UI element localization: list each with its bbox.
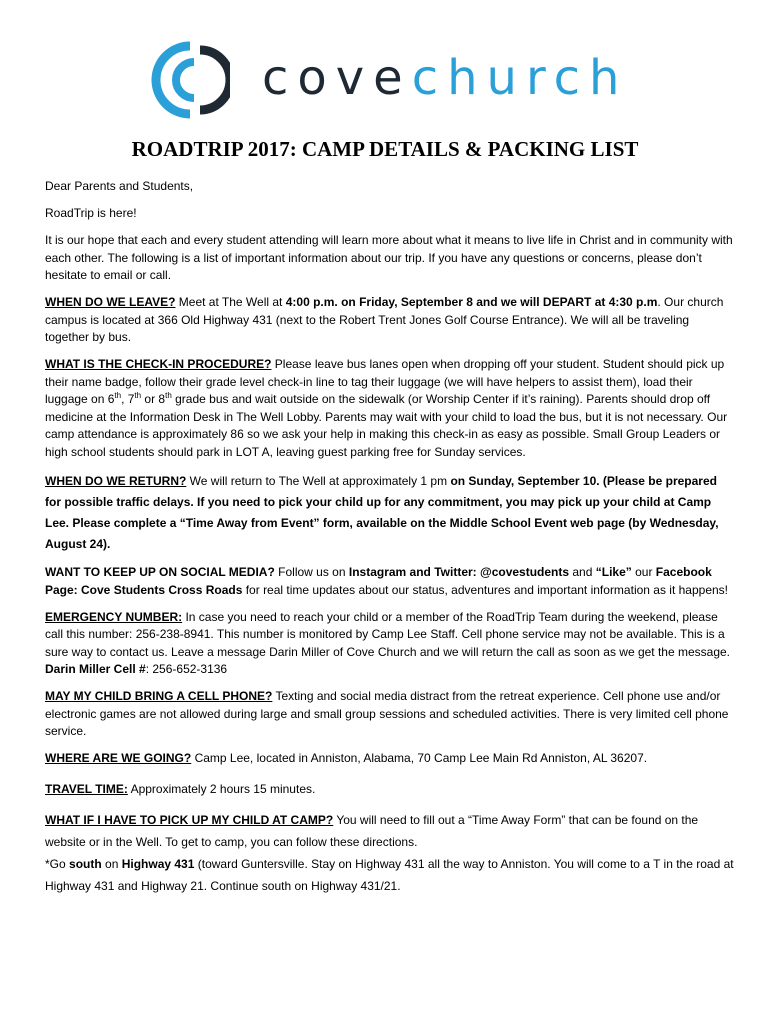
section-pickup [45,809,735,853]
section-return [45,471,735,555]
superscript: th [165,391,172,400]
superscript: th [114,391,122,400]
section-heading: WHAT IF I HAVE TO PICK UP MY CHILD AT CAMP? [45,813,334,827]
text-span: Follow us on [274,565,349,579]
text-span: . Our church campus is located at 366 Old Highway 431 (next to the Robert Trent Jones Golf Course Entrance). We will all be traveling together by bus. [45,295,724,344]
bold-span: Highway 431 [121,857,195,871]
text-span: our [631,565,656,579]
intro-paragraph: It is our hope that each and every student attending will learn more about what it means to live life in Christ and in community with each other. The following is a list of important information about our trip. If you have any questions or concerns, please don’t hesitate to email or call. [45,233,733,282]
bold-span: Instagram and Twitter: @covestudents [348,565,570,579]
section-emergency [45,609,735,679]
text-span: : 256-652-3136 [145,662,228,676]
section-cell-phone [45,688,735,741]
bold-span: Facebook Page: Cove Students Cross Roads [45,565,712,597]
section-leave [45,294,735,347]
section-where [45,750,735,768]
text-span: Texting and social media distract from the retreat experience. Cell phone use and/or electronic games are not allowed during large and small group sessions and scheduled activities. There is very limited cell phone service. [45,689,729,738]
directions [45,853,735,897]
section-heading: EMERGENCY NUMBER: [45,609,183,624]
text-span: for real time updates about our status, adventures and important information as it happens! [242,582,729,597]
superscript: th [134,391,142,400]
bold-span: south [69,857,102,871]
intro-line: RoadTrip is here! [45,206,137,220]
section-heading: WHEN DO WE LEAVE? [45,295,176,309]
text-span: You will need to fill out a “Time Away Form” that can be found on the website or in the Well. To get to camp, you can follow these directions. [45,813,699,849]
section-social [45,564,735,599]
text-span: , 7 [121,392,135,406]
text-span: on [101,857,122,871]
text-span: Approximately 2 hours 15 minutes. [127,781,316,796]
text-span: Camp Lee, located in Anniston, Alabama, 70 Camp Lee Main Rd Anniston, AL 36207. [191,751,648,765]
text-span: Meet at The Well at [175,295,286,309]
section-travel [45,781,735,799]
text-span: Please leave bus lanes open when dropping off your student. Student should pick up their name badge, follow their grade level check-in line to tag their luggage (we will have helpers to assist them), load their luggage on 6 [45,357,725,406]
text-span: and [569,565,596,579]
text-span: (toward Guntersville. Stay on Highway 431 all the way to Anniston. You will come to a T in the road at Highway 431 and Highway 21. Continue south on Highway 431/21. [45,857,734,893]
section-heading: WANT TO KEEP UP ON SOCIAL MEDIA? [45,565,275,579]
logo-word-church: church [411,50,629,106]
text-span: In case you need to reach your child or a member of the RoadTrip Team during the weekend, please call this number: 256-238-8941. This number is monitored by Camp Lee Staff. Cell phone service may not be available. This is a sure way to contact us. Leave a message Darin Miller of Cove Church and we will return the call as soon as we get the message. [45,609,731,659]
section-heading: TRAVEL TIME: [45,781,128,796]
bold-span: “Like” [595,565,632,579]
section-heading: MAY MY CHILD BRING A CELL PHONE? [45,689,273,703]
section-heading: WHAT IS THE CHECK-IN PROCEDURE? [45,357,272,371]
text-span: We will return to The Well at approximately 1 pm [186,473,451,488]
cove-church-logo [150,40,630,120]
section-heading: WHERE ARE WE GOING? [45,751,192,765]
cove-church-logo-icon [150,40,230,120]
bold-span: Darin Miller Cell # [45,662,146,676]
text-span: grade bus and wait outside on the sidewalk (or Worship Center if it’s raining). Parents should drop off medicine at the Information Desk in The Well Lobby. Parents may wait with your child to load the bus, but it is not necessary. Our camp attendance is approximately 86 so we ask your help in making this check-in as easy as possible. Small Group Leaders or high school students should park in LOT A, leaving guest parking free for Sunday services. [45,392,728,459]
section-heading: WHEN DO WE RETURN? [45,473,187,488]
section-checkin [45,356,735,461]
logo-word-cove: cove [262,50,412,106]
bold-span: on Sunday, September 10. (Please be prepared for possible traffic delays. If you need to pick your child up for any commitment, you may pick up your child at Camp Lee. Please complete a “Time Away from Event” form, available on the Middle School Event web page (by Wednesday, August 24). [45,473,719,551]
text-span: or 8 [141,392,166,406]
page-title: ROADTRIP 2017: CAMP DETAILS & PACKING LIST [131,137,639,161]
greeting: Dear Parents and Students, [45,179,194,193]
bold-span: 4:00 p.m. on Friday, September 8 and we will DEPART at 4:30 p.m [285,295,658,309]
document-body [45,178,735,897]
text-span: *Go [45,857,70,871]
logo-wordmark [262,50,629,106]
